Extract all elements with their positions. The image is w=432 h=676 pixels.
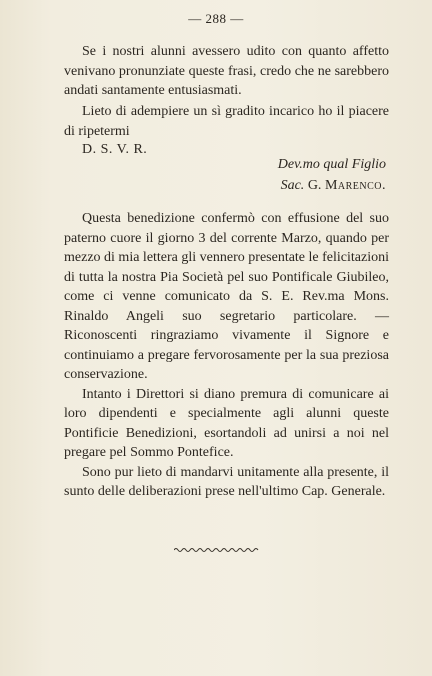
text-block-main <box>64 209 389 502</box>
closing-salutation: Dev.mo qual Figlio <box>277 157 386 172</box>
paragraph: Questa benedizione confermò con effusione del suo paterno cuore il giorno 3 del corrente Marzo, quando per mezzo di mia lettera gli vennero presentate le felicitazioni di tutta la nostra Pia Società pel suo Pontificale Giubileo, come ci venne comunicato da S. E. Rev.ma Mons. Rinaldo Angeli suo segretario particolare. — Riconoscenti ringraziamo vivamente il Signore e continuiamo a pregare fervorosamente per la sua preziosa conservazione. <box>64 211 389 382</box>
paragraph: Sono pur lieto di mandarvi unitamente alla presente, il sunto delle deliberazioni prese nell'ultimo Cap. Generale. <box>64 464 389 499</box>
paragraph: Lieto di adempiere un sì gradito incarico ho il piacere di ripetermi <box>64 104 389 139</box>
signature-block <box>278 154 386 196</box>
abbreviation-line: D. S. V. R. <box>82 142 148 157</box>
signature-initial: G. <box>307 178 322 193</box>
signature-surname: Marenco. <box>324 178 386 193</box>
paragraph: Se i nostri alunni avessero udito con quanto affetto venivano pronunziate queste frasi, credo che ne sarebbero andati santamente entusiasmati. <box>64 44 389 98</box>
text-block-top <box>64 42 389 101</box>
ornament-divider-icon <box>174 546 260 554</box>
signature-title: Sac. <box>280 178 305 193</box>
signature-line <box>278 175 386 196</box>
page-number: — 288 — <box>188 11 244 26</box>
text-block-greeting <box>64 102 389 141</box>
paragraph: Intanto i Direttori si diano premura di comunicare ai loro dipendenti e specialmente agli alunni queste Pontificie Benedizioni, esortandoli ad unirsi a noi nel pregare pel Sommo Pontefice. <box>64 386 389 460</box>
